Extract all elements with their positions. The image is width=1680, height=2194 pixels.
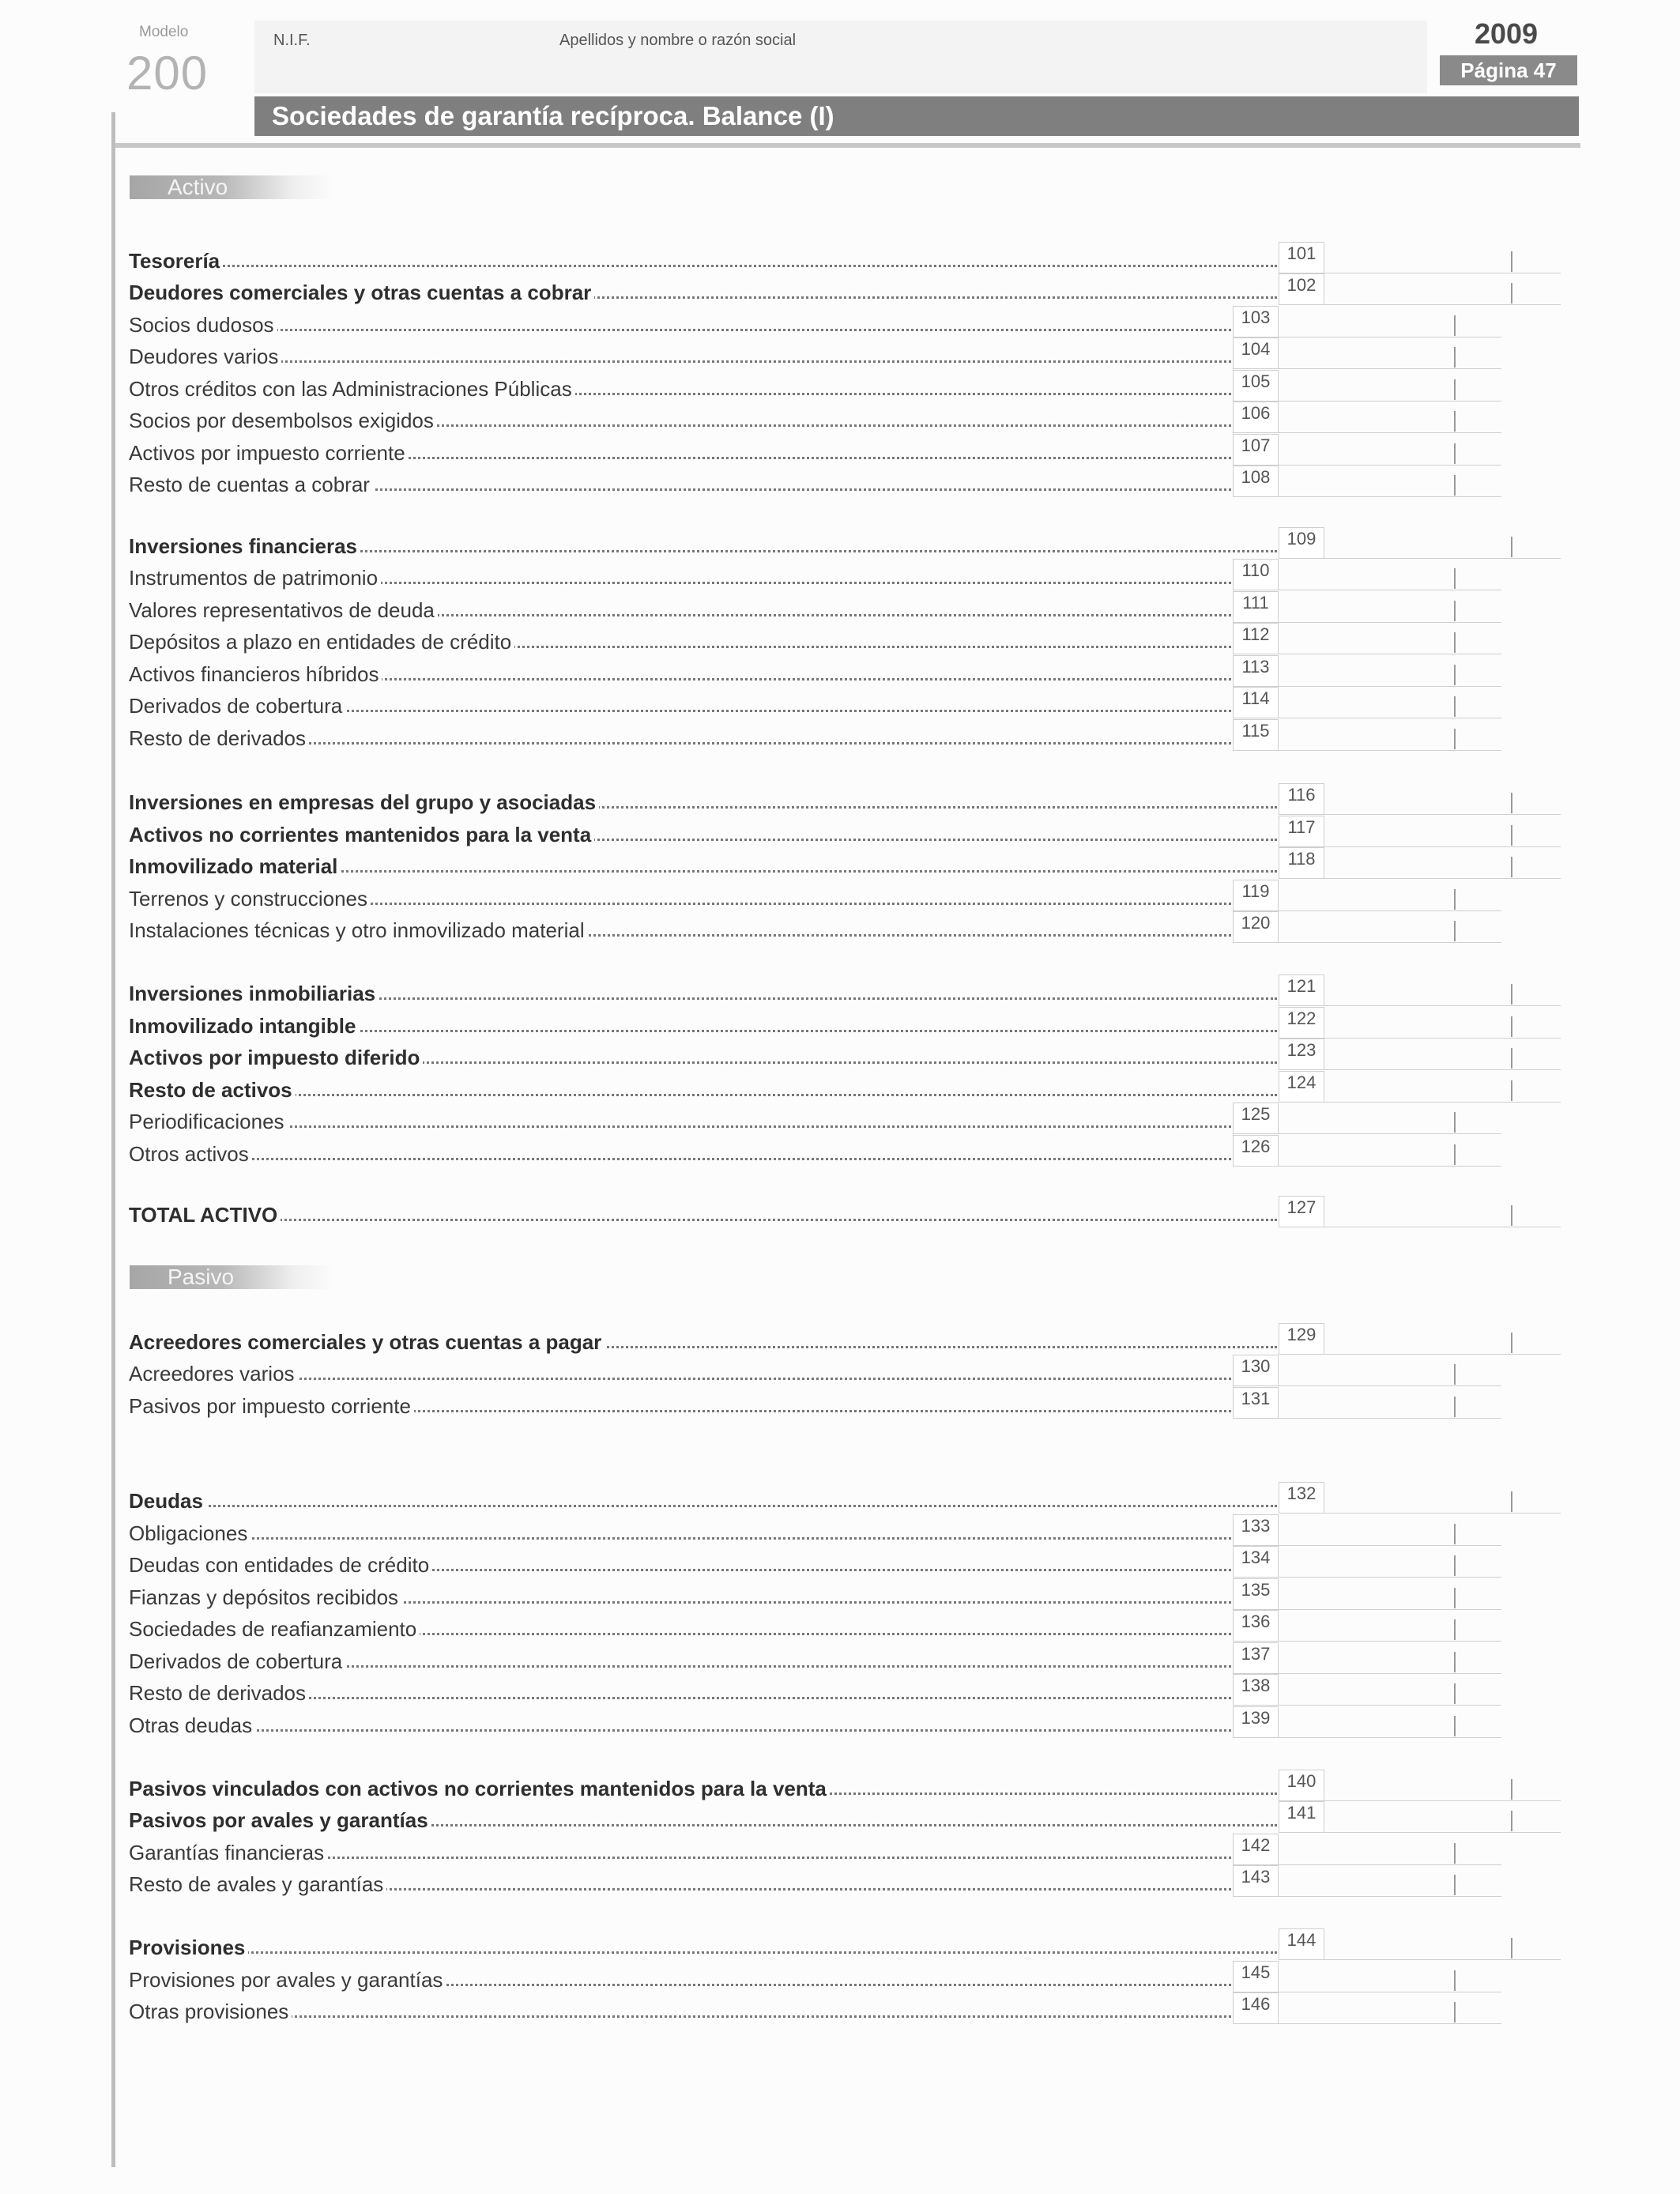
- row-label: Socios dudosos: [129, 314, 277, 336]
- amount-field[interactable]: [1324, 783, 1561, 815]
- amount-field[interactable]: [1279, 1961, 1501, 1992]
- decimal-separator-mark: [1454, 1970, 1456, 1991]
- box-code: 132: [1279, 1482, 1324, 1514]
- decimal-separator-mark: [1454, 1875, 1456, 1895]
- box-code: 110: [1233, 559, 1279, 590]
- amount-field[interactable]: [1324, 1071, 1561, 1103]
- amount-field[interactable]: [1279, 1546, 1501, 1578]
- row-label: Fianzas y depósitos recibidos: [129, 1586, 401, 1608]
- amount-field[interactable]: [1279, 559, 1501, 590]
- box-code: 144: [1279, 1928, 1324, 1960]
- row-label: Activos por impuesto corriente: [129, 442, 409, 464]
- balance-row: [129, 1961, 1501, 1992]
- balance-row: [129, 1071, 1561, 1103]
- amount-field[interactable]: [1279, 1865, 1501, 1897]
- row-label: Otras provisiones: [129, 2000, 292, 2022]
- row-label: Tesorería: [129, 250, 223, 272]
- leader-dots: [129, 1125, 1231, 1128]
- amount-field[interactable]: [1279, 1610, 1501, 1642]
- row-label: Inmovilizado intangible: [129, 1015, 359, 1037]
- balance-row: [129, 527, 1561, 559]
- box-code: 106: [1233, 401, 1279, 433]
- box-code: 130: [1233, 1355, 1279, 1386]
- section-activo: Activo: [130, 175, 335, 199]
- balance-row: [129, 1196, 1561, 1227]
- box-code: 107: [1233, 434, 1279, 466]
- row-label: Deudores varios: [129, 345, 281, 368]
- decimal-separator-mark: [1511, 1048, 1512, 1069]
- balance-row: [129, 434, 1501, 466]
- decimal-separator-mark: [1454, 315, 1456, 336]
- amount-field[interactable]: [1324, 1039, 1561, 1070]
- amount-field[interactable]: [1324, 816, 1561, 847]
- row-label: TOTAL ACTIVO: [129, 1204, 281, 1226]
- balance-row: [129, 1546, 1501, 1578]
- balance-row: [129, 1865, 1501, 1897]
- row-label: Pasivos vinculados con activos no corrientes mantenidos para la venta: [129, 1777, 830, 1800]
- amount-field[interactable]: [1279, 370, 1501, 401]
- decimal-separator-mark: [1454, 1524, 1456, 1544]
- box-code: 113: [1233, 655, 1279, 687]
- decimal-separator-mark: [1511, 537, 1512, 557]
- row-label: Depósitos a plazo en entidades de crédito: [129, 631, 514, 653]
- balance-row: [129, 687, 1501, 718]
- leader-dots: [129, 1505, 1277, 1507]
- box-code: 143: [1233, 1865, 1279, 1897]
- decimal-separator-mark: [1454, 568, 1456, 589]
- amount-field[interactable]: [1279, 337, 1501, 369]
- decimal-separator-mark: [1454, 665, 1456, 685]
- row-label: Instrumentos de patrimonio: [129, 567, 381, 589]
- taxpayer-id-area[interactable]: [254, 21, 1427, 93]
- box-code: 117: [1279, 816, 1324, 847]
- box-code: 102: [1279, 273, 1324, 305]
- balance-row: [129, 242, 1561, 273]
- box-code: 135: [1233, 1578, 1279, 1610]
- box-code: 118: [1279, 847, 1324, 879]
- row-label: Derivados de cobertura: [129, 695, 345, 717]
- balance-row: [129, 1928, 1561, 1960]
- nif-label: N.I.F.: [273, 32, 311, 49]
- row-label: Resto de cuentas a cobrar: [129, 473, 373, 496]
- decimal-separator-mark: [1511, 1205, 1512, 1226]
- box-code: 138: [1233, 1674, 1279, 1706]
- decimal-separator-mark: [1454, 729, 1456, 749]
- leader-dots: [129, 360, 1231, 363]
- amount-field[interactable]: [1279, 1642, 1501, 1674]
- amount-field[interactable]: [1279, 719, 1501, 751]
- box-code: 139: [1233, 1706, 1279, 1738]
- decimal-separator-mark: [1454, 601, 1456, 621]
- row-label: Obligaciones: [129, 1522, 250, 1544]
- row-label: Otros créditos con las Administraciones Públicas: [129, 378, 575, 400]
- row-label: Acreedores comerciales y otras cuentas a pagar: [129, 1331, 605, 1353]
- amount-field[interactable]: [1279, 1355, 1501, 1386]
- row-label: Resto de activos: [129, 1079, 296, 1101]
- balance-row: [129, 559, 1501, 590]
- leader-dots: [129, 329, 1231, 331]
- decimal-separator-mark: [1454, 1588, 1456, 1608]
- amount-field[interactable]: [1324, 974, 1561, 1006]
- box-code: 136: [1233, 1610, 1279, 1642]
- decimal-separator-mark: [1454, 379, 1456, 400]
- box-code: 140: [1279, 1770, 1324, 1801]
- decimal-separator-mark: [1454, 1364, 1456, 1385]
- modelo-number: 200: [126, 47, 209, 100]
- balance-row: [129, 1834, 1501, 1865]
- balance-row: [129, 974, 1561, 1006]
- decimal-separator-mark: [1511, 857, 1512, 877]
- balance-row: [129, 1514, 1501, 1546]
- decimal-separator-mark: [1511, 1491, 1512, 1512]
- name-label: Apellidos y nombre o razón social: [559, 32, 797, 49]
- row-label: Terrenos y construcciones: [129, 888, 371, 910]
- row-label: Instalaciones técnicas y otro inmovilizado material: [129, 919, 588, 941]
- row-label: Otras deudas: [129, 1714, 255, 1736]
- decimal-separator-mark: [1454, 2002, 1456, 2022]
- box-code: 109: [1279, 527, 1324, 559]
- box-code: 127: [1279, 1196, 1324, 1227]
- box-code: 141: [1279, 1801, 1324, 1833]
- row-label: Derivados de cobertura: [129, 1650, 345, 1672]
- row-label: Garantías financieras: [129, 1842, 327, 1864]
- balance-row: [129, 911, 1501, 943]
- balance-row: [129, 1007, 1561, 1039]
- balance-row: [129, 1674, 1501, 1706]
- box-code: 103: [1233, 306, 1279, 337]
- decimal-separator-mark: [1454, 632, 1456, 653]
- decimal-separator-mark: [1454, 411, 1456, 432]
- amount-field[interactable]: [1324, 1801, 1561, 1833]
- amount-field[interactable]: [1279, 1514, 1501, 1546]
- amount-field[interactable]: [1279, 401, 1501, 433]
- box-code: 134: [1233, 1546, 1279, 1578]
- balance-row: [129, 306, 1501, 337]
- row-label: Periodificaciones: [129, 1110, 288, 1133]
- row-label: Inmovilizado material: [129, 855, 341, 877]
- amount-field[interactable]: [1324, 1770, 1561, 1801]
- balance-row: [129, 370, 1501, 401]
- decimal-separator-mark: [1454, 1397, 1456, 1417]
- decimal-separator-mark: [1511, 1016, 1512, 1037]
- decimal-separator-mark: [1454, 1652, 1456, 1672]
- balance-row: [129, 783, 1561, 815]
- leader-dots: [129, 1219, 1277, 1221]
- balance-row: [129, 623, 1501, 654]
- amount-field[interactable]: [1279, 466, 1501, 497]
- amount-field[interactable]: [1324, 273, 1561, 305]
- leader-dots: [129, 265, 1277, 267]
- balance-row: [129, 466, 1501, 497]
- box-code: 131: [1233, 1387, 1279, 1419]
- balance-row: [129, 273, 1561, 305]
- amount-field[interactable]: [1279, 1578, 1501, 1610]
- balance-row: [129, 1482, 1561, 1514]
- amount-field[interactable]: [1279, 655, 1501, 687]
- amount-field[interactable]: [1324, 527, 1561, 559]
- box-code: 125: [1233, 1103, 1279, 1134]
- row-label: Resto de avales y garantías: [129, 1873, 386, 1895]
- row-label: Sociedades de reafianzamiento: [129, 1618, 420, 1640]
- box-code: 115: [1233, 719, 1279, 751]
- amount-field[interactable]: [1279, 434, 1501, 466]
- balance-row: [129, 1135, 1501, 1167]
- balance-row: [129, 337, 1501, 369]
- balance-row: [129, 655, 1501, 687]
- balance-row: [129, 401, 1501, 433]
- amount-field[interactable]: [1279, 1706, 1501, 1738]
- row-label: Otros activos: [129, 1143, 252, 1165]
- page-badge: Página 47: [1440, 55, 1577, 85]
- balance-row: [129, 1706, 1501, 1738]
- leader-dots: [129, 2015, 1231, 2018]
- decimal-separator-mark: [1511, 825, 1512, 846]
- decimal-separator-mark: [1454, 696, 1456, 717]
- box-code: 120: [1233, 911, 1279, 943]
- row-label: Activos financieros híbridos: [129, 663, 382, 685]
- box-code: 133: [1233, 1514, 1279, 1546]
- amount-field[interactable]: [1324, 1323, 1561, 1355]
- balance-row: [129, 1578, 1501, 1610]
- section-pasivo: Pasivo: [130, 1265, 335, 1289]
- row-label: Inversiones en empresas del grupo y asociadas: [129, 791, 599, 813]
- row-label: Deudores comerciales y otras cuentas a cobrar: [129, 281, 594, 303]
- decimal-separator-mark: [1511, 1938, 1512, 1958]
- row-label: Pasivos por avales y garantías: [129, 1809, 431, 1831]
- box-code: 114: [1233, 687, 1279, 718]
- title-divider: [115, 143, 1580, 148]
- decimal-separator-mark: [1454, 1144, 1456, 1165]
- amount-field[interactable]: [1279, 623, 1501, 654]
- decimal-separator-mark: [1454, 475, 1456, 496]
- amount-field[interactable]: [1279, 591, 1501, 623]
- balance-row: [129, 880, 1501, 911]
- decimal-separator-mark: [1511, 283, 1512, 303]
- row-label: Socios por desembolsos exigidos: [129, 409, 437, 432]
- leader-dots: [129, 1158, 1231, 1160]
- decimal-separator-mark: [1454, 1112, 1456, 1133]
- row-label: Resto de derivados: [129, 1682, 309, 1704]
- left-rule: [111, 112, 115, 2167]
- row-label: Activos por impuesto diferido: [129, 1046, 423, 1069]
- row-label: Inversiones inmobiliarias: [129, 982, 379, 1005]
- decimal-separator-mark: [1511, 984, 1512, 1005]
- modelo-label: Modelo: [139, 24, 189, 40]
- box-code: 142: [1233, 1834, 1279, 1865]
- amount-field[interactable]: [1324, 847, 1561, 879]
- decimal-separator-mark: [1454, 1683, 1456, 1704]
- balance-row: [129, 1323, 1561, 1355]
- row-label: Deudas: [129, 1490, 206, 1512]
- row-label: Pasivos por impuesto corriente: [129, 1395, 414, 1417]
- box-code: 112: [1233, 623, 1279, 654]
- box-code: 124: [1279, 1071, 1324, 1103]
- amount-field[interactable]: [1324, 1196, 1561, 1227]
- decimal-separator-mark: [1454, 347, 1456, 368]
- amount-field[interactable]: [1279, 306, 1501, 337]
- box-code: 146: [1233, 1992, 1279, 2024]
- decimal-separator-mark: [1454, 1555, 1456, 1576]
- amount-field[interactable]: [1279, 1674, 1501, 1706]
- balance-row: [129, 816, 1561, 847]
- balance-row: [129, 1610, 1501, 1642]
- leader-dots: [129, 1094, 1277, 1096]
- balance-row: [129, 1355, 1501, 1386]
- decimal-separator-mark: [1511, 1333, 1512, 1353]
- leader-dots: [129, 1537, 1231, 1540]
- box-code: 108: [1233, 466, 1279, 497]
- balance-row: [129, 1770, 1561, 1801]
- row-label: Activos no corrientes mantenidos para la venta: [129, 824, 594, 846]
- box-code: 145: [1233, 1961, 1279, 1992]
- decimal-separator-mark: [1454, 889, 1456, 910]
- decimal-separator-mark: [1454, 1716, 1456, 1736]
- balance-row: [129, 847, 1561, 879]
- balance-row: [129, 1801, 1561, 1833]
- balance-row: [129, 1642, 1501, 1674]
- balance-row: [129, 1103, 1501, 1134]
- decimal-separator-mark: [1511, 1080, 1512, 1101]
- amount-field[interactable]: [1279, 1834, 1501, 1865]
- leader-dots: [129, 1951, 1277, 1954]
- row-label: Provisiones: [129, 1936, 248, 1958]
- box-code: 126: [1233, 1135, 1279, 1167]
- row-label: Valores representativos de deuda: [129, 599, 438, 621]
- decimal-separator-mark: [1511, 793, 1512, 813]
- box-code: 121: [1279, 974, 1324, 1006]
- box-code: 123: [1279, 1039, 1324, 1070]
- year: 2009: [1474, 17, 1539, 50]
- balance-row: [129, 1039, 1561, 1070]
- amount-field[interactable]: [1279, 1992, 1501, 2024]
- row-label: Inversiones financieras: [129, 535, 360, 557]
- box-code: 101: [1279, 242, 1324, 273]
- row-label: Resto de derivados: [129, 727, 309, 749]
- decimal-separator-mark: [1511, 251, 1512, 272]
- box-code: 105: [1233, 370, 1279, 401]
- amount-field[interactable]: [1279, 880, 1501, 911]
- leader-dots: [129, 1729, 1231, 1732]
- box-code: 104: [1233, 337, 1279, 369]
- balance-row: [129, 719, 1501, 751]
- amount-field[interactable]: [1324, 1007, 1561, 1039]
- amount-field[interactable]: [1324, 242, 1561, 273]
- balance-row: [129, 591, 1501, 623]
- decimal-separator-mark: [1454, 921, 1456, 941]
- row-label: Acreedores varios: [129, 1363, 298, 1385]
- box-code: 119: [1233, 880, 1279, 911]
- balance-row: [129, 1387, 1501, 1419]
- box-code: 122: [1279, 1007, 1324, 1039]
- amount-field[interactable]: [1279, 911, 1501, 943]
- decimal-separator-mark: [1454, 1843, 1456, 1864]
- row-label: Deudas con entidades de crédito: [129, 1554, 432, 1576]
- box-code: 116: [1279, 783, 1324, 815]
- decimal-separator-mark: [1454, 443, 1456, 464]
- decimal-separator-mark: [1454, 1619, 1456, 1640]
- amount-field[interactable]: [1279, 1135, 1501, 1167]
- box-code: 129: [1279, 1323, 1324, 1355]
- page-title: Sociedades de garantía recíproca. Balance (I): [254, 96, 1579, 136]
- decimal-separator-mark: [1511, 1811, 1512, 1831]
- box-code: 111: [1233, 591, 1279, 623]
- decimal-separator-mark: [1511, 1779, 1512, 1800]
- amount-field[interactable]: [1279, 1387, 1501, 1419]
- amount-field[interactable]: [1324, 1482, 1561, 1514]
- amount-field[interactable]: [1324, 1928, 1561, 1960]
- amount-field[interactable]: [1279, 687, 1501, 718]
- balance-row: [129, 1992, 1501, 2024]
- box-code: 137: [1233, 1642, 1279, 1674]
- row-label: Provisiones por avales y garantías: [129, 1969, 446, 1991]
- amount-field[interactable]: [1279, 1103, 1501, 1134]
